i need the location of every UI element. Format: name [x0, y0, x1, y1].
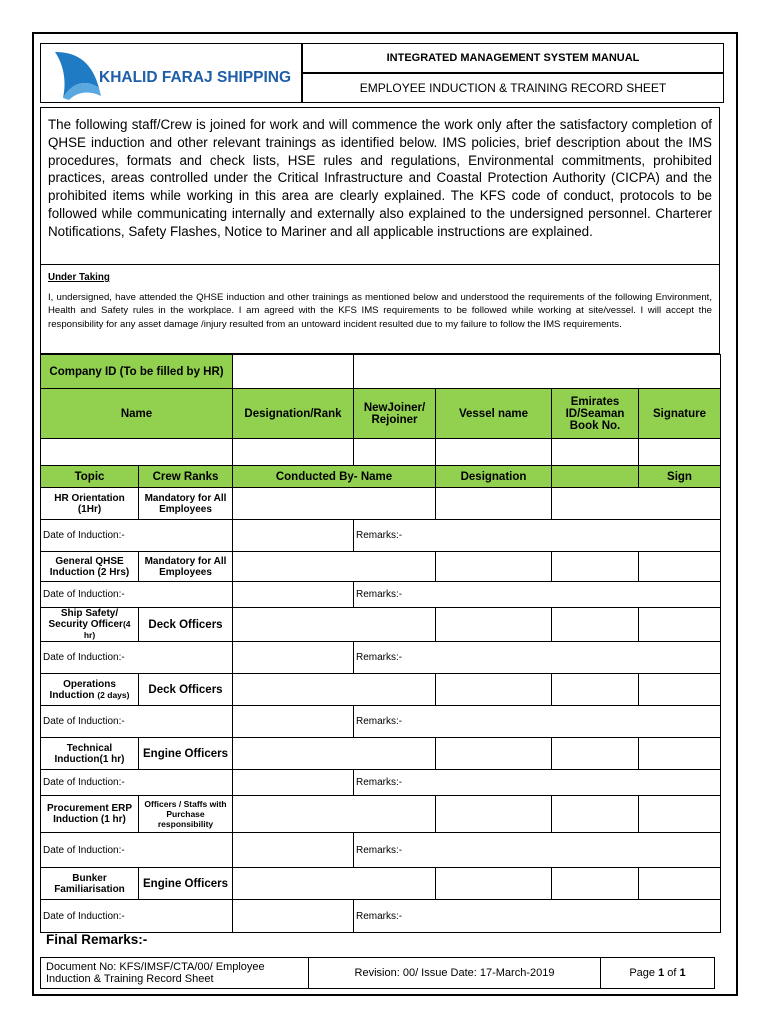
date-field[interactable] [233, 582, 354, 608]
designation-field[interactable] [436, 488, 552, 520]
logo-cell [40, 43, 302, 103]
date-field[interactable] [233, 520, 354, 552]
undertaking-title: Under Taking [48, 272, 110, 283]
sign-field[interactable] [639, 738, 721, 770]
blank-field[interactable] [552, 868, 639, 900]
remarks-field[interactable]: Remarks:- [354, 582, 721, 608]
topic-cell: General QHSE Induction (2 Hrs) [41, 552, 139, 582]
designation-field[interactable] [436, 738, 552, 770]
remarks-field[interactable]: Remarks:- [354, 642, 721, 674]
final-remarks-label: Final Remarks:- [46, 932, 148, 947]
col-blank [552, 466, 639, 488]
remarks-field[interactable]: Remarks:- [354, 770, 721, 796]
blank-field[interactable] [552, 552, 639, 582]
sign-field[interactable] [639, 552, 721, 582]
topic-cell [41, 608, 139, 642]
designation-field[interactable] [436, 608, 552, 642]
date-of-induction: Date of Induction:- [41, 833, 233, 868]
col-topic: Topic [41, 466, 139, 488]
remarks-field[interactable]: Remarks:- [354, 833, 721, 868]
sheet-title: EMPLOYEE INDUCTION & TRAINING RECORD SHEET [302, 73, 724, 103]
col-sign: Sign [639, 466, 721, 488]
conducted-by-field[interactable] [233, 796, 436, 833]
topic-note: (4 hr) [83, 619, 131, 640]
undertaking-body: I, undersigned, have attended the QHSE induction and other trainings as mentioned below and understood the requirements of the following Environment, Health and Safety rules in the workplace. I am agreed with the KFS IMS requirements to be followed while working at site/vessel. I will accept the responsibility for any asset damage /injury resulted from an untoward incident resulted due to my failure to follow the IMS requirements. [48, 291, 712, 330]
conducted-by-field[interactable] [233, 488, 436, 520]
topic-text: Operations Induction [49, 678, 116, 701]
topic-cell: HR Orientation (1Hr) [41, 488, 139, 520]
col-vessel-name: Vessel name [436, 389, 552, 439]
ranks-cell: Officers / Staffs with Purchase responsibility [139, 796, 233, 833]
date-of-induction: Date of Induction:- [41, 520, 233, 552]
conducted-by-field[interactable] [233, 608, 436, 642]
date-field[interactable] [233, 900, 354, 933]
company-name: KHALID FARAJ SHIPPING [99, 69, 292, 86]
conducted-by-field[interactable] [233, 868, 436, 900]
sign-field[interactable] [552, 488, 721, 520]
topic-cell: Procurement ERP Induction (1 hr) [41, 796, 139, 833]
date-field[interactable] [233, 770, 354, 796]
topic-note: (2 days) [97, 689, 130, 700]
ranks-cell: Mandatory for All Employees [139, 552, 233, 582]
ranks-cell: Deck Officers [139, 608, 233, 642]
vessel-field[interactable] [436, 439, 552, 466]
conducted-by-field[interactable] [233, 738, 436, 770]
designation-field[interactable] [436, 674, 552, 706]
date-field[interactable] [233, 706, 354, 738]
record-table [40, 354, 721, 933]
sign-field[interactable] [639, 868, 721, 900]
blank-field[interactable] [552, 608, 639, 642]
designation-field[interactable] [436, 868, 552, 900]
ranks-cell: Mandatory for All Employees [139, 488, 233, 520]
emirates-id-field[interactable] [552, 439, 639, 466]
undertaking-section [40, 264, 720, 354]
sign-field[interactable] [639, 608, 721, 642]
company-id-field[interactable] [233, 355, 354, 389]
date-of-induction: Date of Induction:- [41, 706, 233, 738]
topic-cell: Technical Induction(1 hr) [41, 738, 139, 770]
col-signature: Signature [639, 389, 721, 439]
company-id-extra [354, 355, 721, 389]
col-designation-rank: Designation/Rank [233, 389, 354, 439]
topic-cell [41, 674, 139, 706]
newjoiner-field[interactable] [354, 439, 436, 466]
blank-field[interactable] [552, 796, 639, 833]
manual-title: INTEGRATED MANAGEMENT SYSTEM MANUAL [302, 43, 724, 73]
blank-field[interactable] [552, 674, 639, 706]
conducted-by-field[interactable] [233, 674, 436, 706]
col-designation: Designation [436, 466, 552, 488]
remarks-field[interactable]: Remarks:- [354, 900, 721, 933]
ranks-cell: Deck Officers [139, 674, 233, 706]
date-field[interactable] [233, 833, 354, 868]
col-crew-ranks: Crew Ranks [139, 466, 233, 488]
sign-field[interactable] [639, 674, 721, 706]
name-field[interactable] [41, 439, 233, 466]
revision-info: Revision: 00/ Issue Date: 17-March-2019 [309, 958, 601, 989]
conducted-by-field[interactable] [233, 552, 436, 582]
sign-field[interactable] [639, 796, 721, 833]
signature-field[interactable] [639, 439, 721, 466]
remarks-field[interactable]: Remarks:- [354, 706, 721, 738]
col-conducted-by: Conducted By- Name [233, 466, 436, 488]
footer-table [40, 957, 715, 989]
page-prefix: Page [629, 967, 659, 979]
topic-cell: Bunker Familiarisation [41, 868, 139, 900]
page-of: of [664, 967, 680, 979]
company-id-label: Company ID (To be filled by HR) [41, 355, 233, 389]
designation-field[interactable] [436, 552, 552, 582]
date-of-induction: Date of Induction:- [41, 642, 233, 674]
date-of-induction: Date of Induction:- [41, 900, 233, 933]
blank-field[interactable] [552, 738, 639, 770]
document-number: Document No: KFS/IMSF/CTA/00/ Employee Induction & Training Record Sheet [41, 958, 309, 989]
date-of-induction: Date of Induction:- [41, 770, 233, 796]
topic-text: Ship Safety/ Security Officer [48, 608, 123, 630]
designation-field[interactable] [436, 796, 552, 833]
col-name: Name [41, 389, 233, 439]
company-logo [41, 44, 301, 102]
col-newjoiner: NewJoiner/ Rejoiner [354, 389, 436, 439]
page-total: 1 [679, 967, 686, 979]
ranks-cell: Engine Officers [139, 868, 233, 900]
date-field[interactable] [233, 642, 354, 674]
ranks-cell: Engine Officers [139, 738, 233, 770]
page-number [601, 958, 715, 989]
col-emirates-id: Emirates ID/Seaman Book No. [552, 389, 639, 439]
page-num: 1 [658, 967, 665, 979]
remarks-field[interactable]: Remarks:- [354, 520, 721, 552]
intro-paragraph: The following staff/Crew is joined for work and will commence the work only after the satisfactory completion of QHSE induction and other relevant trainings as identified below. IMS policies, brief description about the IMS procedures, formats and check lists, HSE rules and regulations, Environmental commitments, prohibited practices, areas controlled under the Critical Infrastructure and Coastal Protection Authority (CICPA) and the prohibited items while working in this area are clearly explained. The KFS code of conduct, protocols to be followed while communicating internally and externally also explained to the undersigned personnel. Charterer Notifications, Safety Flashes, Notice to Mariner and all applicable instructions are explained. [40, 107, 720, 265]
date-of-induction: Date of Induction:- [41, 582, 233, 608]
designation-field[interactable] [233, 439, 354, 466]
